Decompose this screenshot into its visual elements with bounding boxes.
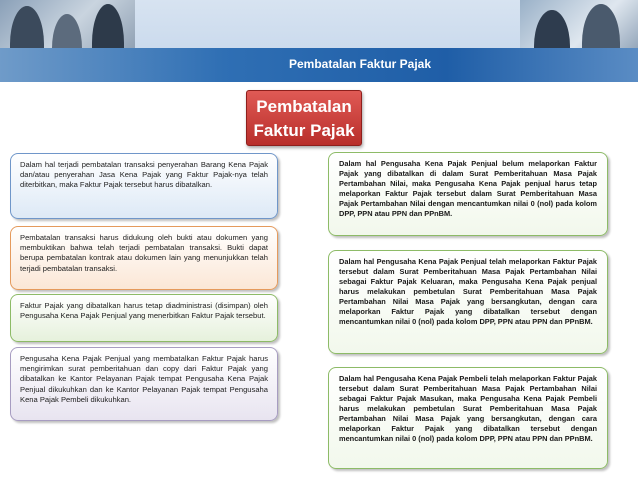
- condition-box-2: Dalam hal Pengusaha Kena Pajak Penjual telah melaporkan Faktur Pajak tersebut dalam Surat Pemberitahuan Masa Pajak Pertambahan Nilai sebagai Faktur Pajak Keluaran, maka Pengusaha Kena Pajak penjual harus melakukan pembetulan Surat Pemberitahuan Masa Pajak Pertambahan Nilai Masa Pajak yang bersangkutan, dengan cara melaporkan Faktur Pajak yang dibatalkan tersebut dengan mencantumkan nilai 0 (nol) pada kolom DPP, PPN atau PPN dan PPnBM.: [328, 250, 608, 354]
- slide-title: Pembatalan Faktur Pajak: [288, 57, 432, 71]
- info-box-3: Faktur Pajak yang dibatalkan harus tetap diadministrasi (disimpan) oleh Pengusaha Kena Pajak Penjual yang menerbitkan Faktur Pajak tersebut.: [10, 294, 278, 342]
- info-box-4: Pengusaha Kena Pajak Penjual yang membatalkan Faktur Pajak harus mengirimkan surat pemberitahuan dan copy dari Faktur Pajak yang dibatalkan ke Kantor Pelayanan Pajak tempat Pengusaha Kena Pajak Penjual dikukuhkan dan ke Kantor Pelayanan Pajak tempat Pengusaha Kena Pajak Pembeli dikukuhkan.: [10, 347, 278, 421]
- topic-box: [246, 90, 362, 146]
- condition-box-3: Dalam hal Pengusaha Kena Pajak Pembeli telah melaporkan Faktur Pajak tersebut dalam Surat Pemberitahuan Masa Pajak Pertambahan Nilai sebagai Faktur Pajak Masukan, maka Pengusaha Kena Pajak Pembeli harus melakukan pembetulan Surat Pemberitahuan Masa Pajak Pertambahan Nilai Masa Pajak yang bersangkutan, dengan cara melaporkan Faktur Pajak yang dibatalkan tersebut dengan mencantumkan nilai 0 (nol) pada kolom DPP, PPN atau PPN dan PPnBM.: [328, 367, 608, 469]
- header-banner: [0, 0, 638, 82]
- topic-line-1: Pembatalan: [256, 97, 352, 116]
- info-box-2: Pembatalan transaksi harus didukung oleh bukti atau dokumen yang membuktikan bahwa telah terjadi pembatalan transaksi. Bukti dapat berupa pembatalan kontrak atau dokumen lain yang menunjukkan telah terjadi pembatalan transaksi.: [10, 226, 278, 290]
- condition-box-1: Dalam hal Pengusaha Kena Pajak Penjual belum melaporkan Faktur Pajak yang dibatalkan di dalam Surat Pemberitahuan Masa Pajak Pertambahan Nilai, maka Pengusaha Kena Pajak penjual harus tetap melaporkan Faktur Pajak tersebut dalam Surat Pemberitahuan Masa Pajak Pertambahan Nilai dengan mencantumkan nilai 0 (nol) pada kolom DPP, PPN atau PPN dan PPnBM.: [328, 152, 608, 236]
- topic-line-2: Faktur Pajak: [253, 121, 355, 140]
- info-box-1: Dalam hal terjadi pembatalan transaksi penyerahan Barang Kena Pajak dan/atau penyerahan Jasa Kena Pajak yang Faktur Pajak-nya telah diterbitkan, maka Faktur Pajak tersebut harus dibatalkan.: [10, 153, 278, 219]
